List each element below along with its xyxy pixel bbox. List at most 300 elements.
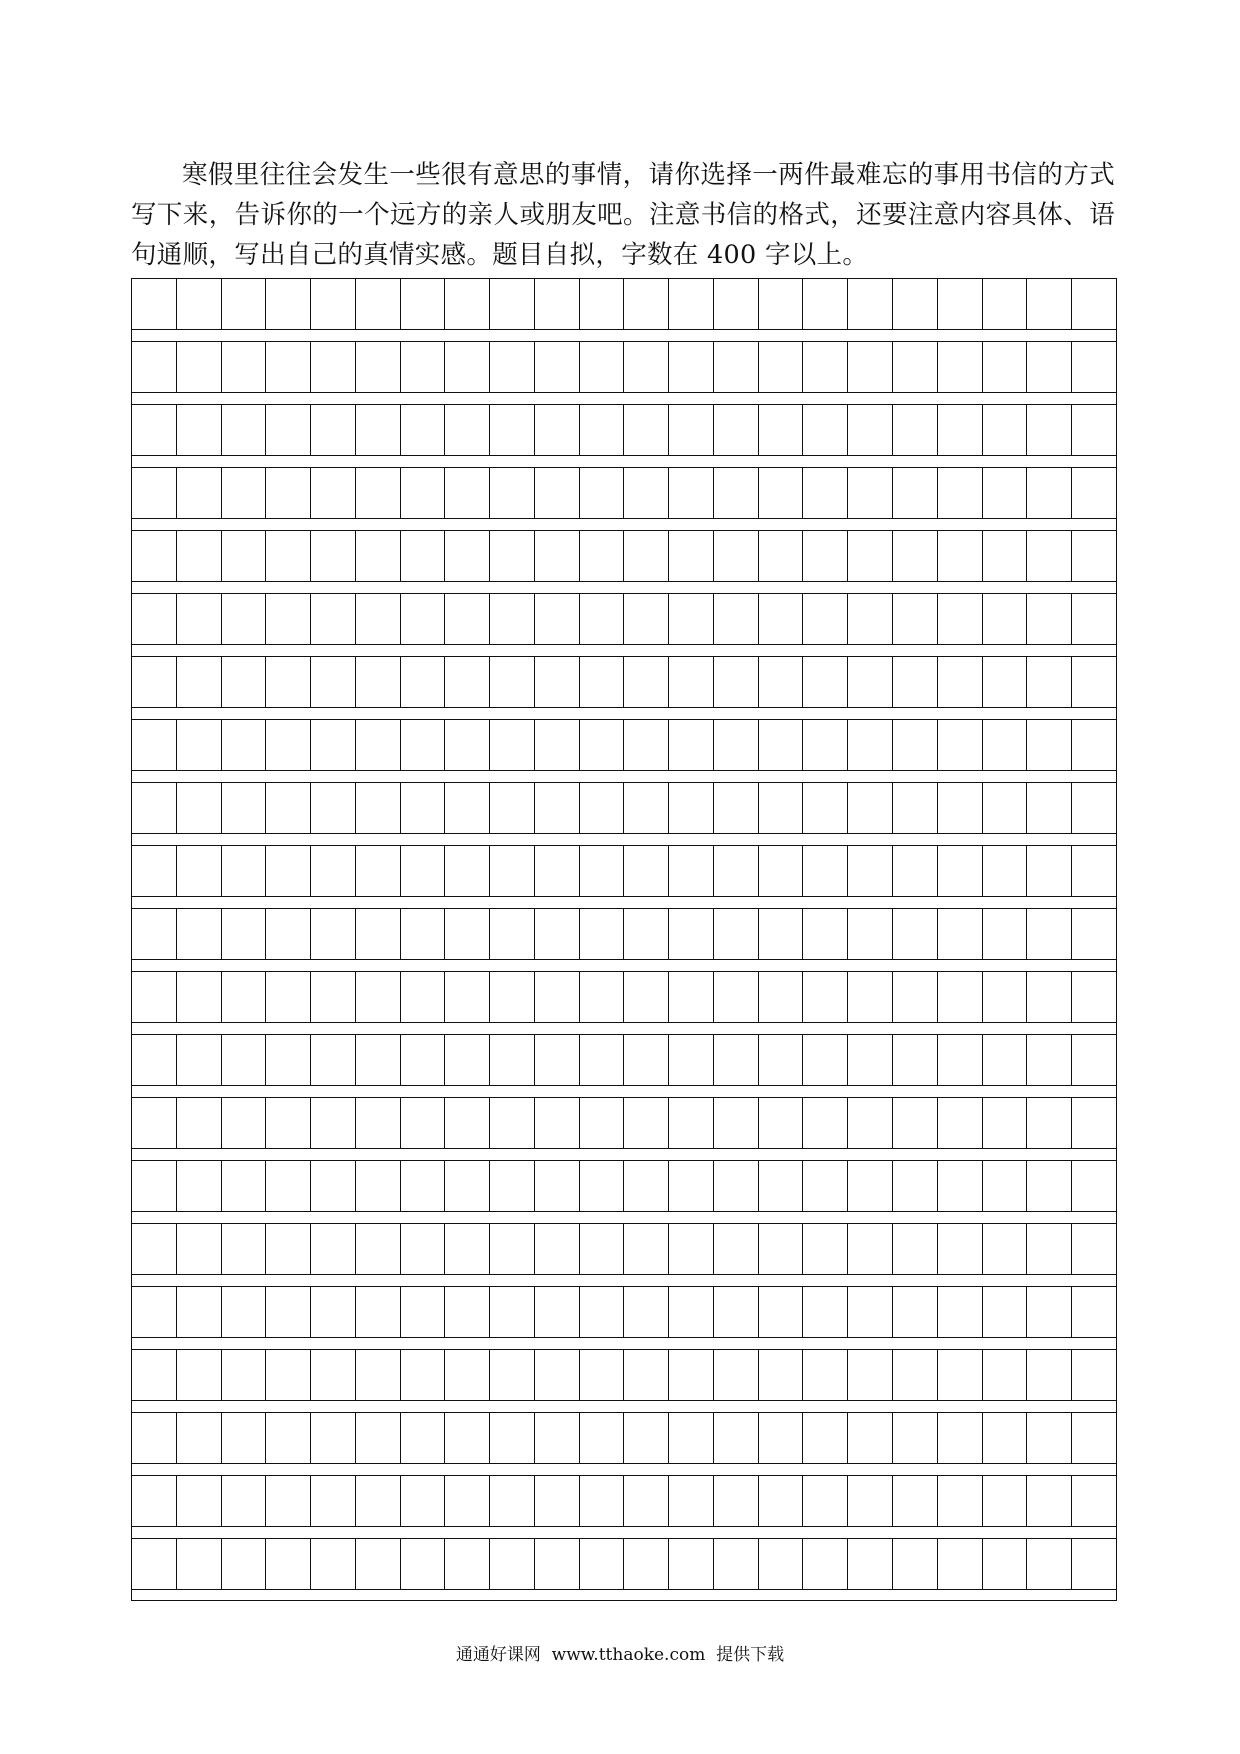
grid-cell[interactable]	[1027, 846, 1072, 896]
grid-cell[interactable]	[938, 1413, 983, 1463]
grid-cell[interactable]	[445, 1224, 490, 1274]
grid-cell[interactable]	[669, 1539, 714, 1589]
grid-cell[interactable]	[759, 531, 804, 581]
grid-cell[interactable]	[669, 657, 714, 707]
grid-cell[interactable]	[848, 720, 893, 770]
grid-cell[interactable]	[624, 1098, 669, 1148]
grid-cell[interactable]	[714, 720, 759, 770]
grid-cell[interactable]	[177, 405, 222, 455]
grid-cell[interactable]	[759, 1476, 804, 1526]
grid-cell[interactable]	[803, 405, 848, 455]
grid-cell[interactable]	[311, 1098, 356, 1148]
grid-cell[interactable]	[490, 1539, 535, 1589]
grid-cell[interactable]	[714, 1224, 759, 1274]
grid-cell[interactable]	[580, 846, 625, 896]
grid-cell[interactable]	[490, 405, 535, 455]
grid-cell[interactable]	[177, 279, 222, 329]
grid-cell[interactable]	[669, 279, 714, 329]
grid-cell[interactable]	[222, 1476, 267, 1526]
grid-cell[interactable]	[848, 1224, 893, 1274]
grid-cell[interactable]	[177, 1224, 222, 1274]
grid-cell[interactable]	[983, 657, 1028, 707]
grid-cell[interactable]	[490, 1413, 535, 1463]
grid-cell[interactable]	[714, 1413, 759, 1463]
grid-cell[interactable]	[222, 720, 267, 770]
grid-cell[interactable]	[759, 972, 804, 1022]
grid-cell[interactable]	[401, 657, 446, 707]
grid-cell[interactable]	[893, 1476, 938, 1526]
grid-cell[interactable]	[401, 405, 446, 455]
grid-cell[interactable]	[311, 1476, 356, 1526]
grid-cell[interactable]	[983, 531, 1028, 581]
grid-cell[interactable]	[535, 1539, 580, 1589]
grid-cell[interactable]	[714, 909, 759, 959]
grid-cell[interactable]	[222, 594, 267, 644]
grid-cell[interactable]	[624, 531, 669, 581]
grid-cell[interactable]	[669, 1161, 714, 1211]
grid-cell[interactable]	[311, 657, 356, 707]
grid-cell[interactable]	[401, 342, 446, 392]
grid-cell[interactable]	[624, 783, 669, 833]
grid-cell[interactable]	[759, 1161, 804, 1211]
grid-cell[interactable]	[1027, 909, 1072, 959]
grid-cell[interactable]	[1072, 594, 1116, 644]
grid-cell[interactable]	[222, 909, 267, 959]
grid-cell[interactable]	[624, 1350, 669, 1400]
grid-cell[interactable]	[983, 1413, 1028, 1463]
grid-cell[interactable]	[893, 909, 938, 959]
grid-cell[interactable]	[938, 1476, 983, 1526]
grid-cell[interactable]	[356, 594, 401, 644]
grid-cell[interactable]	[356, 1224, 401, 1274]
grid-cell[interactable]	[177, 657, 222, 707]
grid-cell[interactable]	[983, 1476, 1028, 1526]
grid-cell[interactable]	[535, 657, 580, 707]
grid-cell[interactable]	[535, 1287, 580, 1337]
grid-cell[interactable]	[356, 279, 401, 329]
grid-cell[interactable]	[983, 1539, 1028, 1589]
grid-cell[interactable]	[938, 1287, 983, 1337]
grid-cell[interactable]	[356, 1287, 401, 1337]
grid-cell[interactable]	[714, 531, 759, 581]
grid-cell[interactable]	[401, 1035, 446, 1085]
grid-cell[interactable]	[759, 909, 804, 959]
grid-cell[interactable]	[580, 783, 625, 833]
grid-cell[interactable]	[222, 279, 267, 329]
grid-cell[interactable]	[938, 1035, 983, 1085]
grid-cell[interactable]	[445, 1035, 490, 1085]
grid-cell[interactable]	[938, 1098, 983, 1148]
grid-cell[interactable]	[848, 342, 893, 392]
grid-cell[interactable]	[1027, 720, 1072, 770]
grid-cell[interactable]	[266, 1287, 311, 1337]
grid-cell[interactable]	[222, 972, 267, 1022]
grid-cell[interactable]	[803, 1098, 848, 1148]
grid-cell[interactable]	[132, 972, 177, 1022]
grid-cell[interactable]	[132, 594, 177, 644]
grid-cell[interactable]	[938, 783, 983, 833]
grid-cell[interactable]	[669, 1224, 714, 1274]
grid-cell[interactable]	[1072, 1476, 1116, 1526]
grid-cell[interactable]	[580, 1035, 625, 1085]
grid-cell[interactable]	[1027, 1287, 1072, 1337]
grid-cell[interactable]	[177, 531, 222, 581]
grid-cell[interactable]	[983, 783, 1028, 833]
grid-cell[interactable]	[759, 1350, 804, 1400]
grid-cell[interactable]	[535, 468, 580, 518]
grid-cell[interactable]	[177, 783, 222, 833]
grid-cell[interactable]	[1072, 720, 1116, 770]
grid-cell[interactable]	[535, 1413, 580, 1463]
grid-cell[interactable]	[490, 468, 535, 518]
grid-cell[interactable]	[714, 279, 759, 329]
grid-cell[interactable]	[848, 783, 893, 833]
grid-cell[interactable]	[1072, 972, 1116, 1022]
grid-cell[interactable]	[893, 594, 938, 644]
grid-cell[interactable]	[893, 1098, 938, 1148]
grid-cell[interactable]	[803, 1035, 848, 1085]
grid-cell[interactable]	[266, 1476, 311, 1526]
grid-cell[interactable]	[848, 594, 893, 644]
grid-cell[interactable]	[938, 405, 983, 455]
grid-cell[interactable]	[266, 783, 311, 833]
grid-cell[interactable]	[356, 1476, 401, 1526]
grid-cell[interactable]	[580, 1413, 625, 1463]
grid-cell[interactable]	[580, 468, 625, 518]
grid-cell[interactable]	[311, 783, 356, 833]
grid-cell[interactable]	[580, 909, 625, 959]
grid-cell[interactable]	[983, 972, 1028, 1022]
grid-cell[interactable]	[848, 657, 893, 707]
grid-cell[interactable]	[177, 1287, 222, 1337]
grid-cell[interactable]	[132, 468, 177, 518]
grid-cell[interactable]	[177, 594, 222, 644]
grid-cell[interactable]	[714, 468, 759, 518]
grid-cell[interactable]	[401, 972, 446, 1022]
grid-cell[interactable]	[669, 1476, 714, 1526]
grid-cell[interactable]	[759, 657, 804, 707]
grid-cell[interactable]	[1072, 846, 1116, 896]
grid-cell[interactable]	[356, 468, 401, 518]
grid-cell[interactable]	[624, 1035, 669, 1085]
grid-cell[interactable]	[311, 1350, 356, 1400]
grid-cell[interactable]	[266, 342, 311, 392]
grid-cell[interactable]	[535, 1476, 580, 1526]
grid-cell[interactable]	[624, 909, 669, 959]
grid-cell[interactable]	[714, 1035, 759, 1085]
grid-cell[interactable]	[669, 783, 714, 833]
grid-cell[interactable]	[535, 531, 580, 581]
grid-cell[interactable]	[266, 1413, 311, 1463]
grid-cell[interactable]	[938, 657, 983, 707]
grid-cell[interactable]	[445, 1350, 490, 1400]
grid-cell[interactable]	[848, 1350, 893, 1400]
grid-cell[interactable]	[177, 342, 222, 392]
grid-cell[interactable]	[669, 594, 714, 644]
grid-cell[interactable]	[401, 594, 446, 644]
grid-cell[interactable]	[445, 1476, 490, 1526]
grid-cell[interactable]	[132, 1098, 177, 1148]
grid-cell[interactable]	[803, 1287, 848, 1337]
grid-cell[interactable]	[356, 1035, 401, 1085]
grid-cell[interactable]	[803, 1413, 848, 1463]
grid-cell[interactable]	[1027, 972, 1072, 1022]
composition-grid[interactable]	[131, 278, 1117, 1601]
grid-cell[interactable]	[132, 1476, 177, 1526]
grid-cell[interactable]	[535, 783, 580, 833]
grid-cell[interactable]	[177, 1161, 222, 1211]
grid-cell[interactable]	[445, 1161, 490, 1211]
grid-cell[interactable]	[311, 1539, 356, 1589]
grid-cell[interactable]	[580, 405, 625, 455]
grid-cell[interactable]	[222, 1161, 267, 1211]
grid-cell[interactable]	[803, 1224, 848, 1274]
grid-cell[interactable]	[848, 972, 893, 1022]
grid-cell[interactable]	[848, 1161, 893, 1211]
grid-cell[interactable]	[1027, 657, 1072, 707]
grid-cell[interactable]	[983, 342, 1028, 392]
grid-cell[interactable]	[624, 1287, 669, 1337]
grid-cell[interactable]	[445, 1413, 490, 1463]
grid-cell[interactable]	[132, 1350, 177, 1400]
grid-cell[interactable]	[445, 1539, 490, 1589]
grid-cell[interactable]	[669, 846, 714, 896]
grid-cell[interactable]	[222, 846, 267, 896]
grid-cell[interactable]	[714, 657, 759, 707]
grid-cell[interactable]	[580, 1539, 625, 1589]
grid-cell[interactable]	[222, 1224, 267, 1274]
grid-cell[interactable]	[490, 1161, 535, 1211]
grid-cell[interactable]	[580, 1476, 625, 1526]
grid-cell[interactable]	[983, 405, 1028, 455]
grid-cell[interactable]	[1072, 405, 1116, 455]
grid-cell[interactable]	[893, 468, 938, 518]
grid-cell[interactable]	[893, 531, 938, 581]
grid-cell[interactable]	[401, 909, 446, 959]
grid-cell[interactable]	[356, 846, 401, 896]
grid-cell[interactable]	[535, 1035, 580, 1085]
grid-cell[interactable]	[759, 342, 804, 392]
grid-cell[interactable]	[803, 720, 848, 770]
grid-cell[interactable]	[893, 1035, 938, 1085]
grid-cell[interactable]	[759, 1035, 804, 1085]
grid-cell[interactable]	[266, 531, 311, 581]
grid-cell[interactable]	[1072, 342, 1116, 392]
grid-cell[interactable]	[624, 972, 669, 1022]
grid-cell[interactable]	[1027, 1350, 1072, 1400]
grid-cell[interactable]	[356, 972, 401, 1022]
grid-cell[interactable]	[132, 1224, 177, 1274]
grid-cell[interactable]	[580, 1350, 625, 1400]
grid-cell[interactable]	[893, 972, 938, 1022]
grid-cell[interactable]	[266, 1224, 311, 1274]
grid-cell[interactable]	[490, 1224, 535, 1274]
grid-cell[interactable]	[266, 1098, 311, 1148]
grid-cell[interactable]	[401, 468, 446, 518]
grid-cell[interactable]	[580, 1224, 625, 1274]
grid-cell[interactable]	[445, 468, 490, 518]
grid-cell[interactable]	[490, 1035, 535, 1085]
grid-cell[interactable]	[803, 468, 848, 518]
grid-cell[interactable]	[490, 279, 535, 329]
grid-cell[interactable]	[1027, 531, 1072, 581]
grid-cell[interactable]	[848, 1413, 893, 1463]
grid-cell[interactable]	[669, 1035, 714, 1085]
grid-cell[interactable]	[177, 1098, 222, 1148]
grid-cell[interactable]	[580, 972, 625, 1022]
grid-cell[interactable]	[983, 720, 1028, 770]
grid-cell[interactable]	[938, 1161, 983, 1211]
grid-cell[interactable]	[445, 279, 490, 329]
grid-cell[interactable]	[580, 531, 625, 581]
grid-cell[interactable]	[624, 1161, 669, 1211]
grid-cell[interactable]	[669, 972, 714, 1022]
grid-cell[interactable]	[759, 468, 804, 518]
grid-cell[interactable]	[1027, 1476, 1072, 1526]
grid-cell[interactable]	[1072, 657, 1116, 707]
grid-cell[interactable]	[132, 846, 177, 896]
grid-cell[interactable]	[759, 279, 804, 329]
grid-cell[interactable]	[222, 405, 267, 455]
grid-cell[interactable]	[1072, 783, 1116, 833]
grid-cell[interactable]	[177, 846, 222, 896]
grid-cell[interactable]	[1027, 783, 1072, 833]
grid-cell[interactable]	[624, 657, 669, 707]
grid-cell[interactable]	[848, 468, 893, 518]
grid-cell[interactable]	[535, 405, 580, 455]
grid-cell[interactable]	[983, 909, 1028, 959]
grid-cell[interactable]	[177, 909, 222, 959]
grid-cell[interactable]	[803, 342, 848, 392]
grid-cell[interactable]	[1027, 405, 1072, 455]
grid-cell[interactable]	[222, 342, 267, 392]
grid-cell[interactable]	[1072, 531, 1116, 581]
grid-cell[interactable]	[983, 1161, 1028, 1211]
grid-cell[interactable]	[132, 720, 177, 770]
grid-cell[interactable]	[222, 657, 267, 707]
grid-cell[interactable]	[848, 1098, 893, 1148]
grid-cell[interactable]	[803, 279, 848, 329]
grid-cell[interactable]	[803, 1161, 848, 1211]
grid-cell[interactable]	[535, 1224, 580, 1274]
grid-cell[interactable]	[624, 720, 669, 770]
grid-cell[interactable]	[759, 1539, 804, 1589]
grid-cell[interactable]	[445, 342, 490, 392]
grid-cell[interactable]	[266, 405, 311, 455]
grid-cell[interactable]	[401, 279, 446, 329]
grid-cell[interactable]	[445, 909, 490, 959]
grid-cell[interactable]	[714, 1098, 759, 1148]
grid-cell[interactable]	[1027, 468, 1072, 518]
grid-cell[interactable]	[803, 1539, 848, 1589]
grid-cell[interactable]	[803, 1476, 848, 1526]
grid-cell[interactable]	[938, 279, 983, 329]
grid-cell[interactable]	[445, 594, 490, 644]
grid-cell[interactable]	[266, 1161, 311, 1211]
grid-cell[interactable]	[490, 720, 535, 770]
grid-cell[interactable]	[132, 531, 177, 581]
grid-cell[interactable]	[983, 1287, 1028, 1337]
grid-cell[interactable]	[132, 783, 177, 833]
grid-cell[interactable]	[983, 279, 1028, 329]
grid-cell[interactable]	[893, 1539, 938, 1589]
grid-cell[interactable]	[311, 1161, 356, 1211]
grid-cell[interactable]	[1072, 1161, 1116, 1211]
grid-cell[interactable]	[445, 657, 490, 707]
grid-cell[interactable]	[177, 468, 222, 518]
grid-cell[interactable]	[848, 846, 893, 896]
grid-cell[interactable]	[132, 1287, 177, 1337]
grid-cell[interactable]	[983, 1350, 1028, 1400]
grid-cell[interactable]	[490, 531, 535, 581]
grid-cell[interactable]	[1072, 1287, 1116, 1337]
grid-cell[interactable]	[311, 909, 356, 959]
grid-cell[interactable]	[1072, 1539, 1116, 1589]
grid-cell[interactable]	[714, 972, 759, 1022]
grid-cell[interactable]	[983, 594, 1028, 644]
grid-cell[interactable]	[222, 1098, 267, 1148]
grid-cell[interactable]	[1027, 1539, 1072, 1589]
grid-cell[interactable]	[401, 1098, 446, 1148]
grid-cell[interactable]	[1072, 1098, 1116, 1148]
grid-cell[interactable]	[938, 594, 983, 644]
grid-cell[interactable]	[445, 1098, 490, 1148]
grid-cell[interactable]	[490, 909, 535, 959]
grid-cell[interactable]	[445, 720, 490, 770]
grid-cell[interactable]	[938, 846, 983, 896]
grid-cell[interactable]	[1027, 1161, 1072, 1211]
grid-cell[interactable]	[266, 972, 311, 1022]
grid-cell[interactable]	[1027, 1224, 1072, 1274]
grid-cell[interactable]	[222, 1350, 267, 1400]
grid-cell[interactable]	[401, 720, 446, 770]
grid-cell[interactable]	[222, 1413, 267, 1463]
grid-cell[interactable]	[938, 1350, 983, 1400]
grid-cell[interactable]	[1072, 279, 1116, 329]
grid-cell[interactable]	[669, 909, 714, 959]
grid-cell[interactable]	[714, 846, 759, 896]
grid-cell[interactable]	[445, 846, 490, 896]
grid-cell[interactable]	[848, 279, 893, 329]
grid-cell[interactable]	[580, 720, 625, 770]
grid-cell[interactable]	[1072, 1035, 1116, 1085]
grid-cell[interactable]	[580, 657, 625, 707]
grid-cell[interactable]	[759, 405, 804, 455]
grid-cell[interactable]	[759, 1287, 804, 1337]
grid-cell[interactable]	[222, 1539, 267, 1589]
grid-cell[interactable]	[714, 1539, 759, 1589]
grid-cell[interactable]	[222, 468, 267, 518]
grid-cell[interactable]	[1027, 279, 1072, 329]
grid-cell[interactable]	[580, 1287, 625, 1337]
grid-cell[interactable]	[445, 1287, 490, 1337]
grid-cell[interactable]	[759, 1224, 804, 1274]
grid-cell[interactable]	[893, 657, 938, 707]
grid-cell[interactable]	[535, 1098, 580, 1148]
grid-cell[interactable]	[401, 1413, 446, 1463]
grid-cell[interactable]	[490, 972, 535, 1022]
grid-cell[interactable]	[893, 1161, 938, 1211]
grid-cell[interactable]	[893, 1350, 938, 1400]
grid-cell[interactable]	[132, 1413, 177, 1463]
grid-cell[interactable]	[132, 1161, 177, 1211]
grid-cell[interactable]	[803, 531, 848, 581]
grid-cell[interactable]	[222, 531, 267, 581]
grid-cell[interactable]	[580, 1161, 625, 1211]
grid-cell[interactable]	[1027, 1098, 1072, 1148]
grid-cell[interactable]	[1072, 1413, 1116, 1463]
grid-cell[interactable]	[1072, 1224, 1116, 1274]
